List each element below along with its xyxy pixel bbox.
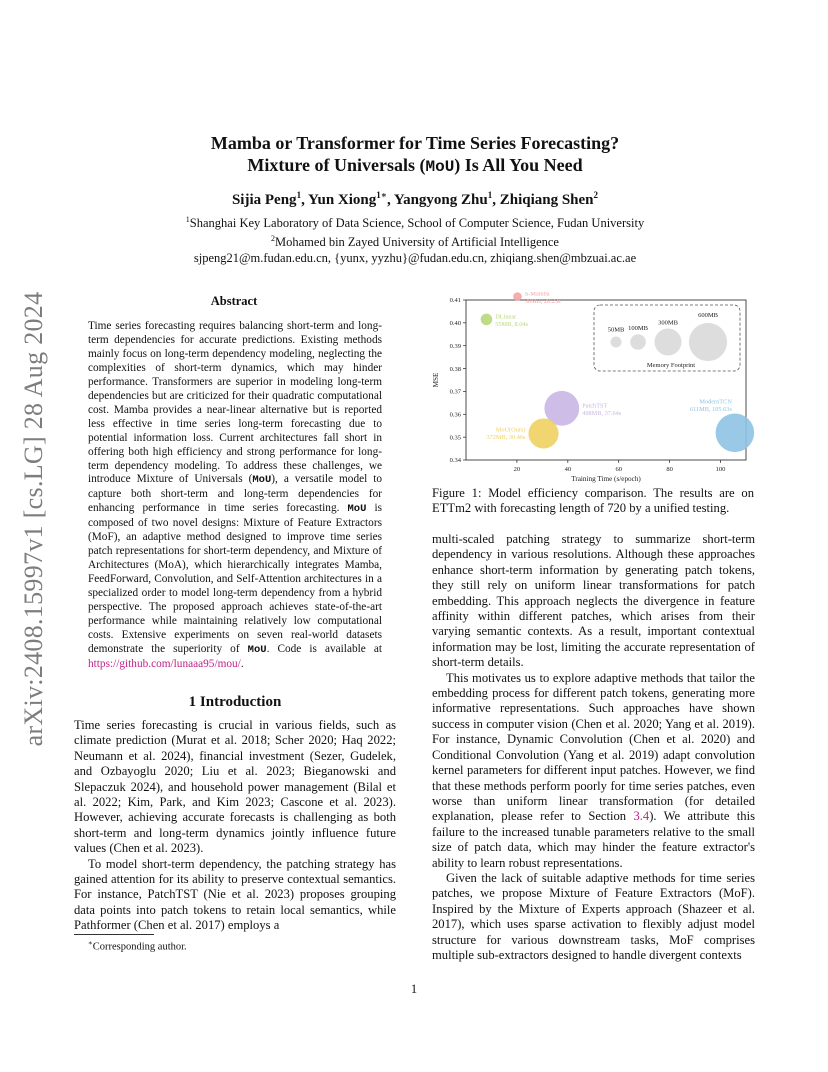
data-point bbox=[528, 418, 558, 448]
y-tick-label: 0.38 bbox=[449, 365, 461, 373]
introduction-body bbox=[74, 718, 396, 934]
data-label: 498MB, 37.64s bbox=[582, 409, 622, 417]
data-label: 611MB, 105.63s bbox=[689, 406, 732, 414]
author: Sijia Peng bbox=[231, 192, 297, 208]
abstract-heading: Abstract bbox=[210, 294, 258, 308]
section-heading-introduction: 1 Introduction bbox=[188, 694, 282, 710]
section-ref-link[interactable]: 3.4 bbox=[633, 809, 650, 824]
title-model-name: MoU bbox=[425, 158, 455, 176]
author-list: Sijia Peng$^1$, Yun Xiong$^{1∗}$, Yangyong Zhu$^1$, Zhiqiang Shen$^2$ bbox=[231, 190, 599, 208]
paragraph: Given the lack of suitable adaptive methods for time series patches, we propose Mixture of Feature Extractors (MoF). Inspired by the Mixture of Experts approach (Shazeer et al. 2017), which uses sparse activation to flexibly adjust model structure for various downstream tasks, MoF comprises multiple sub-extractors designed to handle divergent contexts bbox=[432, 870, 755, 962]
aff2-text: Mohamed bin Zayed University of Artificial Intelligence bbox=[275, 235, 559, 250]
footnote-text: Corresponding author. bbox=[92, 941, 187, 953]
affiliation-2 bbox=[100, 231, 730, 250]
aff1-sup: 1 bbox=[185, 215, 190, 224]
abstract-text: Time series forecasting requires balancing short-term and long-term dependencies for accurate predictions. Existing methods mainly focus on long-term dependency modeling, neglecting the complexities of short-term dynamics, which may hinder performance. Transformers are superior in modeling long-term dependencies but are criticized for their quadratic computational cost. Mamba provides a near-linear alternative but is reported less effective in time series long-term forecasting due to potential information loss. Current architectures fall short in offering both high efficiency and strong performance for long-term dependency modeling. To address these challenges, we introduce Mixture of Universals ( bbox=[88, 320, 382, 486]
title-line2 bbox=[100, 154, 730, 178]
author: Zhiqiang Shen bbox=[499, 192, 594, 208]
right-column-body bbox=[432, 532, 755, 963]
footnote-mark: ∗ bbox=[88, 939, 93, 947]
memory-legend-label: 100MB bbox=[628, 325, 648, 333]
data-label: DLinear bbox=[495, 313, 517, 321]
efficiency-chart bbox=[428, 292, 758, 484]
author-sup: 1 bbox=[487, 190, 493, 200]
title-line2-post: ) Is All You Need bbox=[454, 155, 583, 175]
title-line2-pre: Mixture of Universals ( bbox=[247, 155, 426, 175]
data-label: 30MB, 20.23s bbox=[524, 298, 561, 306]
arxiv-stamp bbox=[14, 279, 54, 759]
x-axis-label: Training Time (s/epoch) bbox=[571, 475, 641, 483]
x-tick-label: 60 bbox=[615, 466, 622, 473]
affiliations bbox=[100, 212, 730, 266]
paper-title bbox=[100, 132, 730, 178]
paragraph-text: This motivates us to explore adaptive methods that tailor the embedding process for different patch tokens, generating more informative representations. Such approaches have shown success in computer vision (Chen et al. 2020; Yang et al. 2019). For instance, Dynamic Convolution (Chen et al. 2020) and Conditional Convolution (Yang et al. 2019) adapt convolution kernel parameters for different input patches. However, we find that these methods perform poorly for time series patches, even worse than uniform linear transformation (for detailed explanation, please refer to Section bbox=[432, 670, 755, 824]
abstract-model-name: MoU bbox=[252, 474, 272, 487]
memory-legend-bubble bbox=[654, 328, 681, 355]
memory-legend-label: 300MB bbox=[658, 319, 678, 327]
x-tick-label: 40 bbox=[564, 466, 572, 473]
abstract-model-name: MoU bbox=[347, 503, 367, 516]
abstract-text: ), a versatile model to capture both short-term and long-term dependencies for enhancing performance in time series forecasting. bbox=[88, 473, 382, 515]
author-sup: 1 bbox=[296, 190, 302, 200]
x-tick-label: 100 bbox=[715, 466, 726, 473]
code-link[interactable]: https://github.com/lunaaa95/mou/ bbox=[88, 657, 241, 670]
memory-legend-bubble bbox=[610, 336, 621, 347]
memory-legend-label: 50MB bbox=[607, 326, 625, 334]
y-tick-label: 0.36 bbox=[449, 411, 461, 419]
abstract-model-name: MoU bbox=[247, 643, 267, 656]
y-tick-label: 0.34 bbox=[449, 457, 461, 465]
data-label: ModernTCN bbox=[699, 398, 732, 406]
author-sup: 2 bbox=[593, 190, 599, 200]
y-tick-label: 0.40 bbox=[449, 320, 461, 328]
y-tick-label: 0.35 bbox=[449, 434, 461, 442]
x-tick-label: 80 bbox=[666, 466, 673, 473]
data-label: 55MB, 8.04s bbox=[495, 320, 528, 328]
y-tick-label: 0.41 bbox=[449, 297, 461, 305]
data-label: S-Mamba bbox=[524, 292, 550, 298]
page-number: 1 bbox=[410, 982, 418, 996]
y-tick-label: 0.37 bbox=[449, 388, 461, 396]
abstract-body bbox=[88, 320, 382, 672]
data-label: 372MB, 30.46s bbox=[486, 433, 526, 441]
data-point bbox=[716, 414, 755, 453]
data-point bbox=[481, 314, 493, 326]
aff1-text: Shanghai Key Laboratory of Data Science, School of Computer Science, Fudan University bbox=[189, 216, 645, 231]
memory-legend-title: Memory Footprint bbox=[646, 362, 696, 369]
abstract-text: . bbox=[240, 657, 244, 670]
x-tick-label: 20 bbox=[513, 466, 521, 473]
author: Yun Xiong bbox=[308, 192, 377, 208]
y-axis-label: MSE bbox=[432, 372, 440, 388]
arxiv-id: arXiv:2408.15997v1 [cs.LG] 28 Aug 2024 bbox=[19, 291, 48, 747]
data-label: MoU(Ours) bbox=[495, 426, 526, 434]
paragraph: multi-scaled patching strategy to summarize short-term dependency in various resolutions. Although these approaches enhance short-term information by generating patch tokens, they still rely on uniform linear transformations for patch embedding. This approach neglects the divergence in feature affinity within different patches, which arises from their varying semantic contexts. As a result, important contextual information may be lost, limiting the accurate representation of short-term details. bbox=[432, 532, 755, 670]
memory-legend-label: 600MB bbox=[698, 311, 718, 319]
memory-legend-bubble bbox=[630, 334, 646, 350]
author-sup: 1∗ bbox=[376, 190, 387, 200]
footnote bbox=[88, 939, 187, 953]
paragraph bbox=[432, 671, 755, 871]
aff2-sup: 2 bbox=[271, 234, 276, 244]
abstract-text: is composed of two novel designs: Mixture of Feature Extractors (MoF), an adaptive method designed to improve time series patch representations for short-term dependency, and Mixture of Architectures (MoA), which hierarchically integrates Mamba, FeedForward, Convolution, and Self-Attention architectures in a specialized order to model long-term dependency from a hybrid perspective. The proposed approach achieves state-of-the-art performance while maintaining relatively low computational costs. Extensive experiments on seven real-world datasets demonstrate the superiority of bbox=[88, 502, 383, 655]
memory-legend-bubble bbox=[689, 323, 727, 361]
affiliation-1 bbox=[100, 212, 730, 231]
abstract-text: . Code is available at bbox=[266, 642, 382, 655]
paragraph-text: ). We attribute this failure to the increased tunable parameters relative to the small size of patch data, which may hinder the feature extractor's ability to learn robust representations. bbox=[432, 809, 755, 870]
paragraph: Time series forecasting is crucial in various fields, such as climate prediction (Murat et al. 2018; Scher 2020; Haq 2022; Neumann et al. 2024), financial investment (Sezer, Gudelek, and Ozbayoglu 2020; Liu et al. 2023; Bieganowski and Slepaczuk 2024), and household power management (Bilal et al. 2022; Kim, Park, and Kim 2023; Cascone et al. 2023). However, achieving accurate forecasts is challenging as both short-term and long-term dynamics jointly influence future values (Chen et al. 2023). bbox=[74, 718, 396, 856]
footnote-rule bbox=[74, 934, 154, 935]
title-line1: Mamba or Transformer for Time Series Forecasting? bbox=[210, 133, 620, 153]
figure-caption: Figure 1: Model efficiency comparison. The results are on ETTm2 with forecasting length of 720 by a unified testing. bbox=[432, 486, 754, 516]
y-tick-label: 0.39 bbox=[449, 342, 461, 350]
data-label: PatchTST bbox=[582, 402, 608, 410]
author: Yangyong Zhu bbox=[393, 192, 488, 208]
paragraph: To model short-term dependency, the patching strategy has gained attention for its ability to preserve contextual semantics. For instance, PatchTST (Nie et al. 2023) proposes grouping data points into patch tokens to retain local semantics, while Pathformer (Chen et al. 2017) employs a bbox=[74, 856, 396, 933]
emails: sjpeng21@m.fudan.edu.cn, {yunx, yyzhu}@fudan.edu.cn, zhiqiang.shen@mbzuai.ac.ae bbox=[193, 251, 637, 266]
data-point bbox=[513, 292, 522, 301]
